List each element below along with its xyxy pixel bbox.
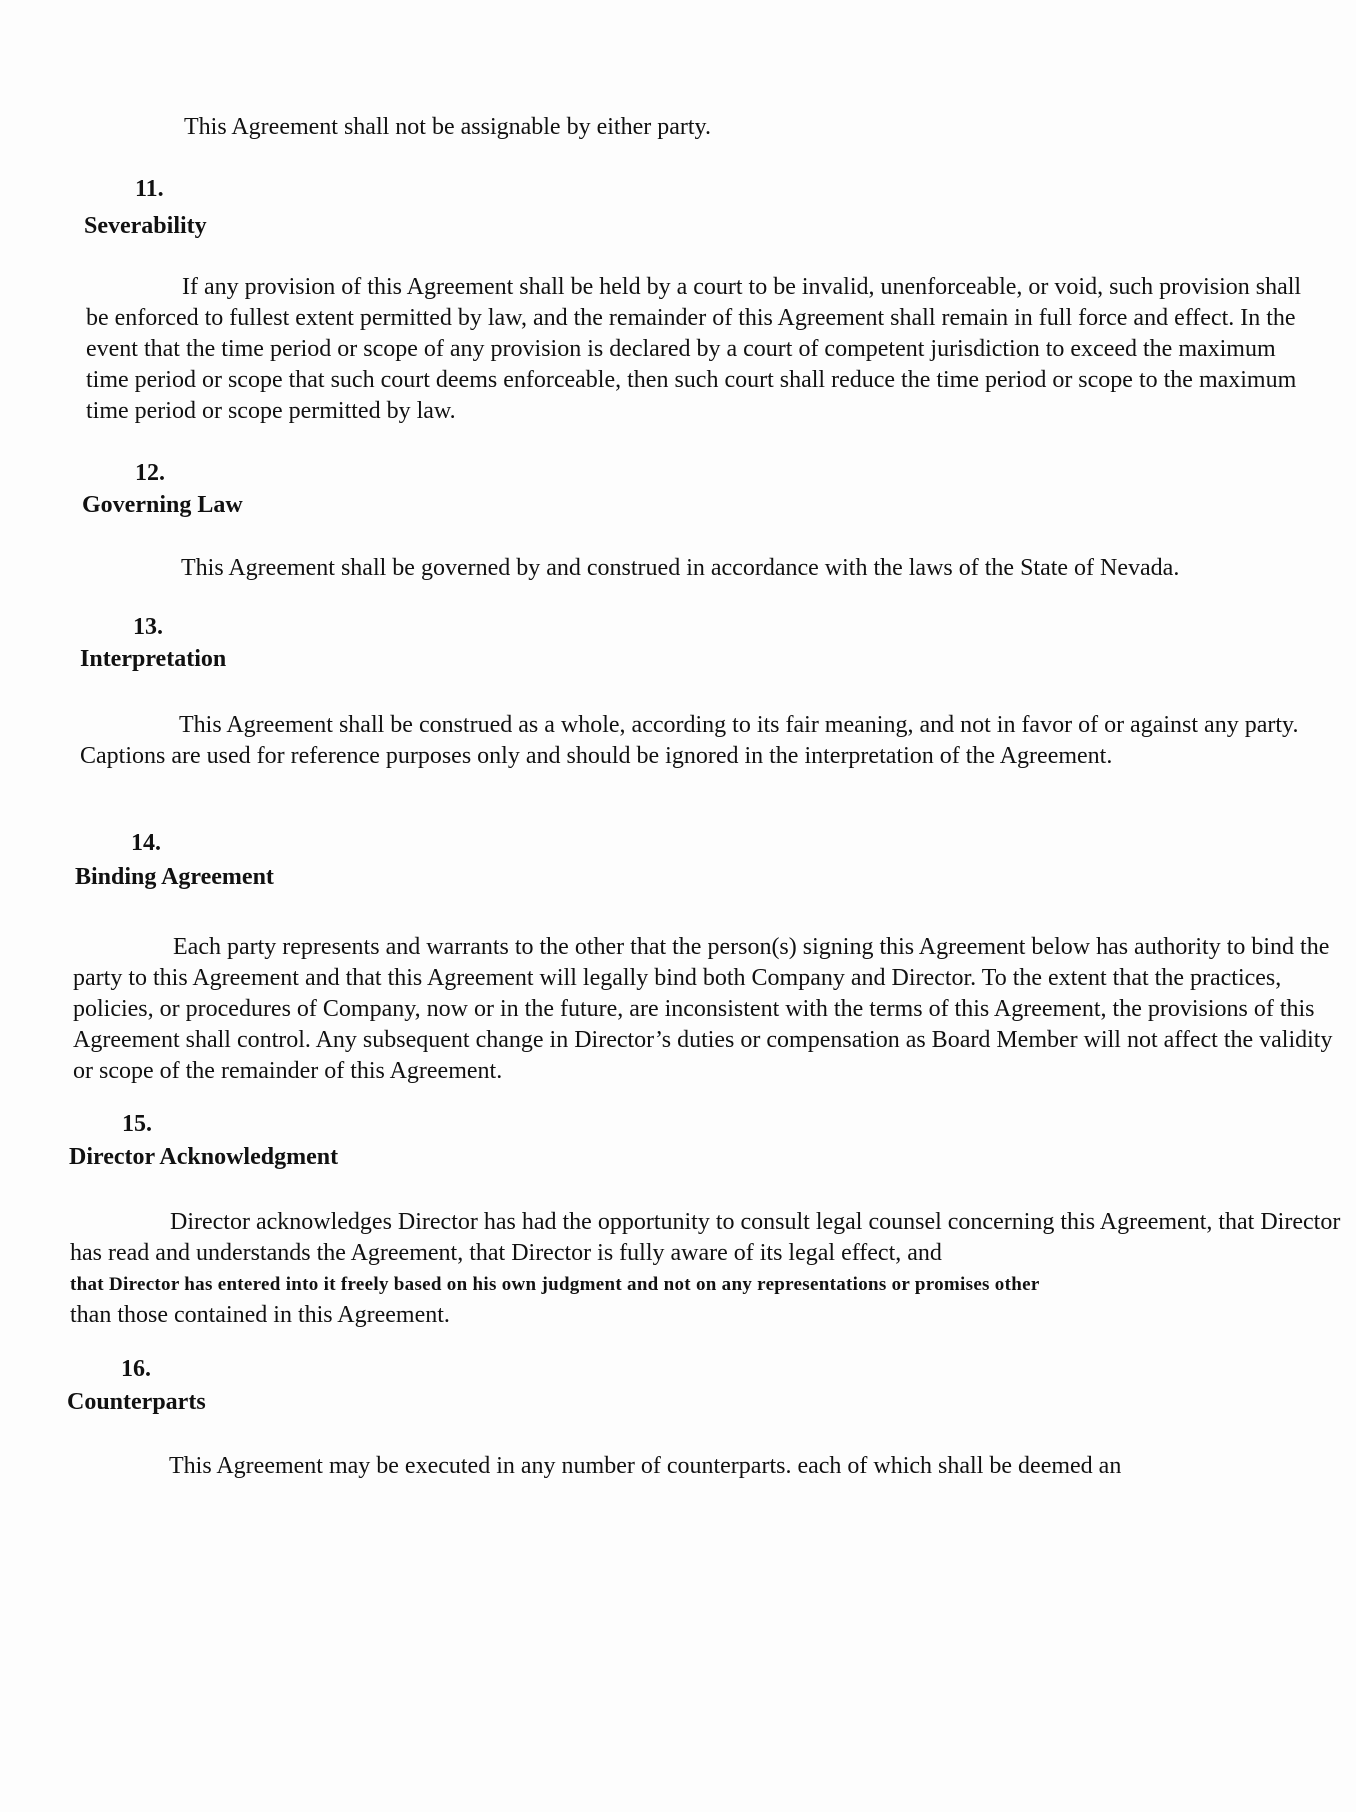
section-14-number: 14. (131, 830, 161, 856)
section-15-body-part3: than those contained in this Agreement. (70, 1302, 450, 1328)
section-12-heading: Governing Law (82, 492, 243, 518)
section-16-body: This Agreement may be executed in any number of counterparts. each of which shall be deemed an (169, 1453, 1122, 1479)
section-11-body: If any provision of this Agreement shall be held by a court to be invalid, unenforceable, or void, such provision shall be enforced to fullest extent permitted by law, and the remainder of this Agreement shall remain in full force and effect. In the event that the time period or scope of any provision is declared by a court of competent jurisdiction to exceed the maximum time period or scope that such court deems enforceable, then such court shall reduce the time period or scope to the maximum time period or scope permitted by law. (86, 274, 1302, 424)
section-15-body-part2: that Director has entered into it freely based on his own judgment and not on any representations or promises other (70, 1274, 1040, 1295)
section-14-body: Each party represents and warrants to the other that the person(s) signing this Agreement below has authority to bind the party to this Agreement and that this Agreement will legally bind both Company and Director. To the extent that the practices, policies, or procedures of Company, now or in the future, are inconsistent with the terms of this Agreement, the provisions of this Agreement shall control. Any subsequent change in Director’s duties or compensation as Board Member will not affect the validity or scope of the remainder of this Agreement. (73, 934, 1333, 1084)
section-11-heading: Severability (84, 213, 207, 239)
section-12-body: This Agreement shall be governed by and construed in accordance with the laws of the State of Nevada. (181, 555, 1180, 581)
section-15-body-part1: Director acknowledges Director has had the opportunity to consult legal counsel concerning this Agreement, that Director has read and understands the Agreement, that Director is fully aware of its legal effect, and (70, 1209, 1341, 1266)
section-16-heading: Counterparts (67, 1389, 206, 1415)
section-13-heading: Interpretation (80, 646, 227, 672)
section-13-number: 13. (133, 614, 163, 640)
intro-paragraph: This Agreement shall not be assignable by either party. (184, 114, 711, 140)
section-13-body: This Agreement shall be construed as a whole, according to its fair meaning, and not in favor of or against any party. Captions are used for reference purposes only and should be ignored in the interpretation of the Agreement. (80, 712, 1299, 769)
section-12-number: 12. (135, 460, 165, 486)
section-15-heading: Director Acknowledgment (69, 1144, 339, 1170)
section-16-number: 16. (121, 1356, 151, 1382)
section-11-number: 11. (135, 176, 164, 202)
section-15-number: 15. (122, 1111, 152, 1137)
section-14-heading: Binding Agreement (75, 864, 274, 890)
section-15-body (70, 1207, 1345, 1331)
